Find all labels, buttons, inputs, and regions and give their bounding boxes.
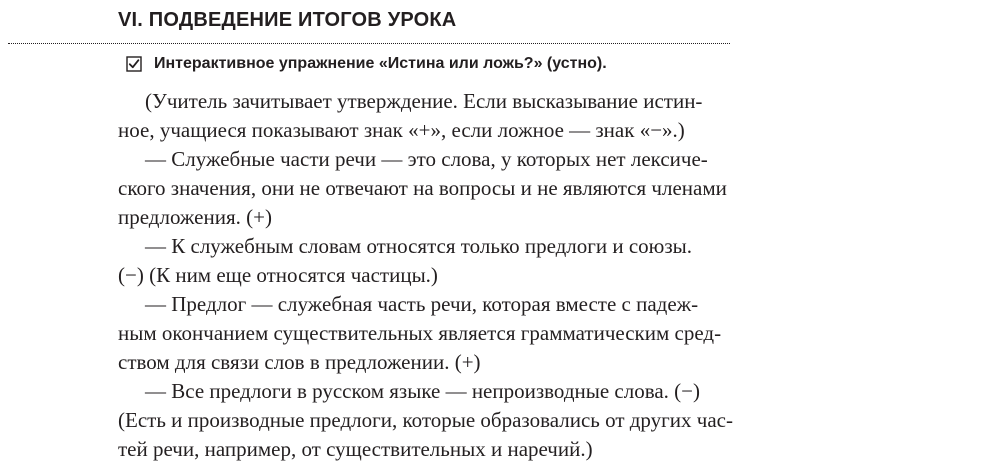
text-line: ского значения, они не отвечают на вопросы и не являются членами — [118, 176, 727, 200]
text-line: ством для связи слов в предложении. (+) — [118, 350, 481, 374]
exercise-heading — [126, 55, 607, 73]
text-line: (Учитель зачитывает утверждение. Если высказывание истин- — [145, 89, 703, 113]
text-line: ное, учащиеся показывают знак «+», если ложное — знак «−».) — [118, 118, 685, 142]
text-line: тей речи, например, от существительных и наречий.) — [118, 437, 593, 461]
text-line: — К служебным словам относятся только предлоги и союзы. — [145, 234, 693, 258]
text-line: — Все предлоги в русском языке — непроизводные слова. (−) — [145, 379, 701, 403]
text-line: ным окончанием существительных является грамматическим сред- — [118, 321, 722, 345]
exercise-label: Интерактивное упражнение «Истина или ложь?» (устно). — [154, 55, 607, 72]
section-header — [8, 4, 730, 44]
text-line: — Служебные части речи — это слова, у которых нет лексиче- — [145, 147, 708, 171]
text-line: (Есть и производные предлоги, которые образовались от других час- — [118, 408, 733, 432]
text-line: (−) (К ним еще относятся частицы.) — [118, 263, 438, 287]
section-title: VI. ПОДВЕДЕНИЕ ИТОГОВ УРОКА — [118, 9, 457, 31]
text-line: — Предлог — служебная часть речи, которая вместе с падеж- — [145, 292, 699, 316]
checkbox-icon — [126, 56, 142, 72]
text-line: предложения. (+) — [118, 205, 272, 229]
